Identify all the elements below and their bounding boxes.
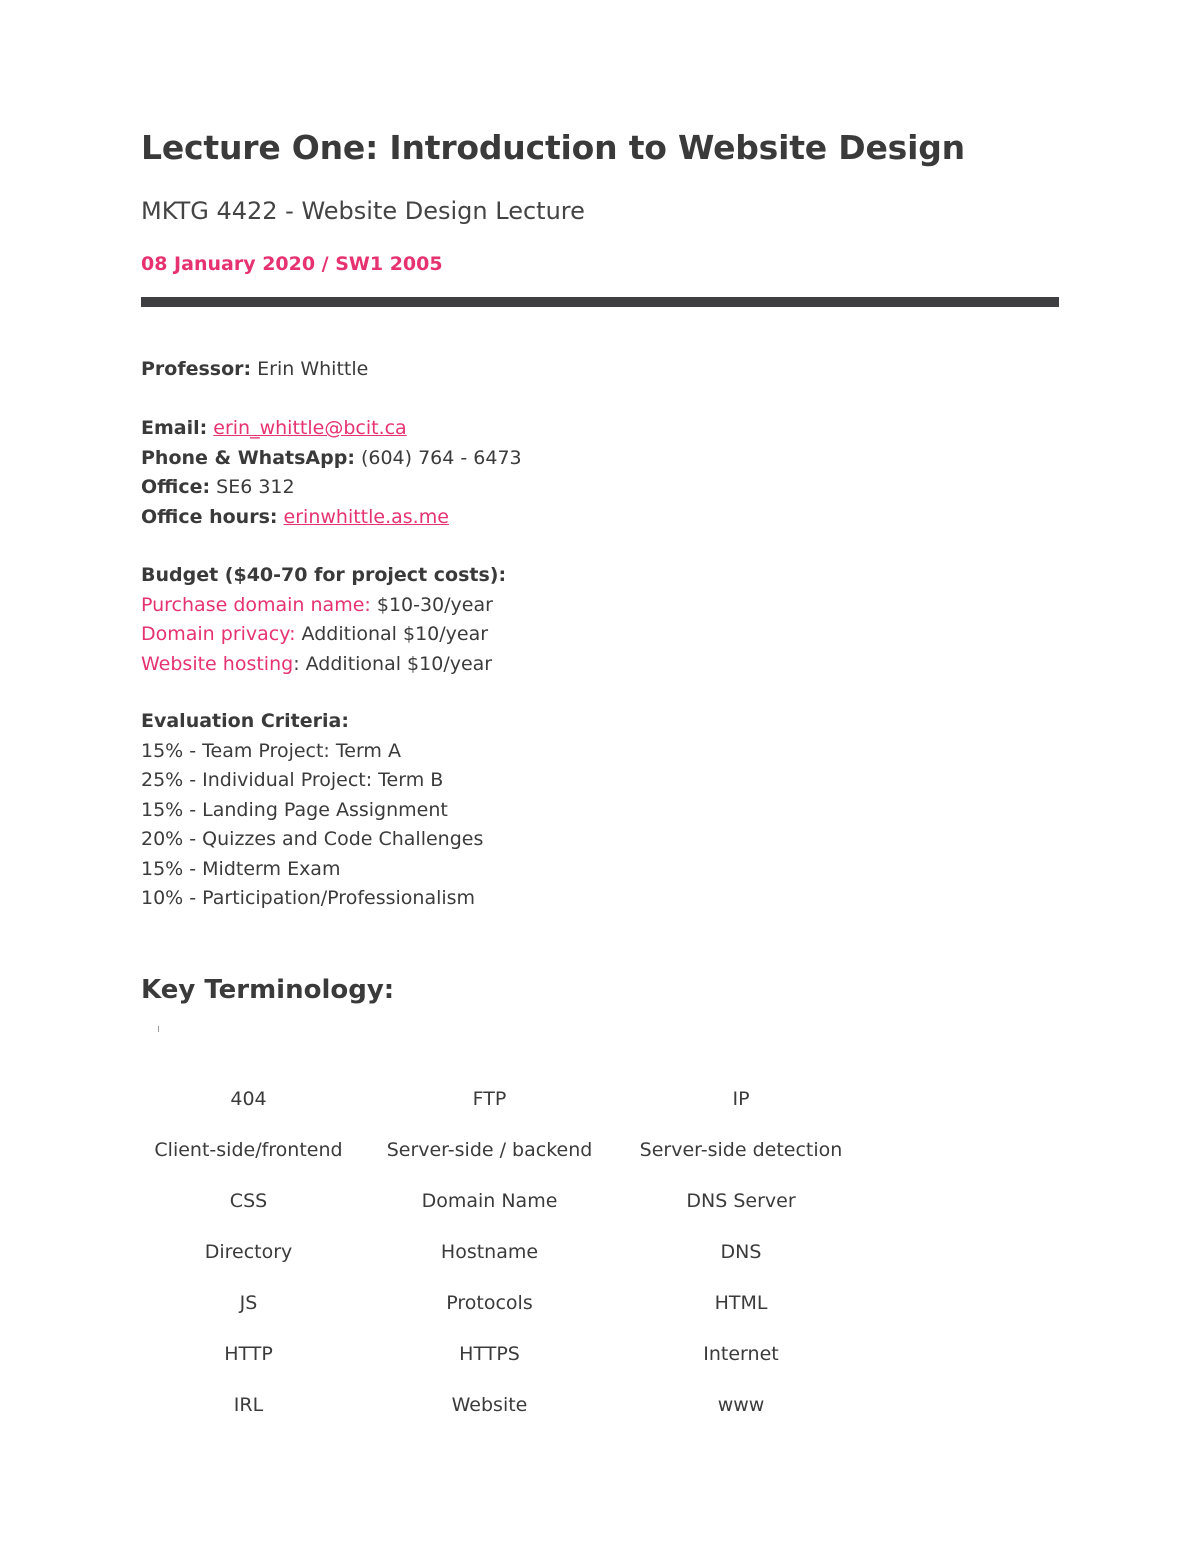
- term-cell: DNS Server: [686, 1190, 796, 1212]
- evaluation-item: 15% - Midterm Exam: [141, 857, 341, 880]
- phone-line: [141, 444, 522, 474]
- professor-line: [141, 355, 368, 385]
- term-cell: HTTPS: [459, 1343, 520, 1365]
- budget-item-value: Additional $10/year: [295, 623, 489, 645]
- term-cell: HTML: [714, 1292, 768, 1314]
- budget-item: [141, 650, 506, 680]
- evaluation-item: 15% - Team Project: Term A: [141, 739, 401, 762]
- table-row: [141, 1083, 859, 1134]
- header-divider: [141, 297, 1059, 307]
- office-label: Office:: [141, 476, 211, 498]
- evaluation-item: 25% - Individual Project: Term B: [141, 769, 444, 791]
- table-row: [141, 1338, 859, 1389]
- budget-item-label: Domain privacy:: [141, 623, 296, 645]
- table-row: [141, 1134, 859, 1185]
- evaluation-section: [141, 707, 483, 914]
- term-cell: 404: [230, 1088, 267, 1110]
- evaluation-item: 20% - Quizzes and Code Challenges: [141, 828, 484, 850]
- key-terminology-heading: Key Terminology:: [141, 975, 395, 1005]
- term-cell: IRL: [233, 1394, 264, 1416]
- term-cell: Domain Name: [421, 1190, 558, 1212]
- evaluation-heading: Evaluation Criteria:: [141, 710, 349, 732]
- table-row: [141, 1185, 859, 1236]
- budget-item-value: $10-30/year: [370, 593, 493, 616]
- term-cell: IP: [732, 1088, 750, 1110]
- budget-item: [141, 620, 506, 650]
- term-cell: Website: [451, 1394, 528, 1416]
- term-cell: www: [717, 1394, 765, 1416]
- email-label: Email:: [141, 417, 208, 439]
- term-cell: Directory: [204, 1241, 293, 1263]
- budget-item-value: : Additional $10/year: [293, 652, 493, 675]
- date-location: 08 January 2020 / SW1 2005: [141, 253, 443, 275]
- budget-item-label: Website hosting: [141, 652, 294, 675]
- stray-mark: [158, 1026, 159, 1032]
- professor-label: Professor:: [141, 358, 252, 380]
- evaluation-item: 15% - Landing Page Assignment: [141, 798, 448, 821]
- term-cell: Server-side / backend: [386, 1139, 593, 1161]
- table-row: [141, 1287, 859, 1338]
- budget-section: [141, 561, 506, 679]
- term-cell: Internet: [703, 1343, 779, 1365]
- phone-label: Phone & WhatsApp:: [141, 446, 355, 469]
- office-hours-line: [141, 503, 522, 533]
- term-cell: Client-side/frontend: [154, 1139, 343, 1161]
- phone-value: (604) 764 - 6473: [354, 446, 522, 469]
- email-link[interactable]: erin_whittle@bcit.ca: [213, 417, 407, 439]
- budget-heading: Budget ($40-70 for project costs):: [141, 564, 507, 586]
- term-cell: Hostname: [440, 1241, 539, 1263]
- office-hours-link[interactable]: erinwhittle.as.me: [283, 505, 449, 528]
- term-cell: Protocols: [446, 1292, 533, 1314]
- budget-item: [141, 591, 506, 621]
- table-row: [141, 1389, 859, 1440]
- email-line: [141, 414, 522, 444]
- term-cell: Server-side detection: [639, 1139, 843, 1161]
- office-value: SE6 312: [210, 476, 295, 498]
- contact-details: [141, 414, 522, 532]
- term-cell: JS: [239, 1292, 258, 1314]
- term-cell: CSS: [229, 1190, 268, 1212]
- course-subtitle: MKTG 4422 - Website Design Lecture: [141, 197, 585, 225]
- term-cell: DNS: [720, 1241, 762, 1263]
- office-line: [141, 473, 522, 503]
- professor-value: Erin Whittle: [251, 358, 369, 380]
- term-cell: FTP: [472, 1088, 507, 1110]
- office-hours-label: Office hours:: [141, 505, 278, 528]
- evaluation-item: 10% - Participation/Professionalism: [141, 887, 476, 909]
- budget-item-label: Purchase domain name:: [141, 593, 371, 616]
- term-cell: HTTP: [224, 1343, 273, 1365]
- table-row: [141, 1236, 859, 1287]
- terminology-table: [141, 1083, 859, 1440]
- page-title: Lecture One: Introduction to Website Design: [141, 128, 965, 167]
